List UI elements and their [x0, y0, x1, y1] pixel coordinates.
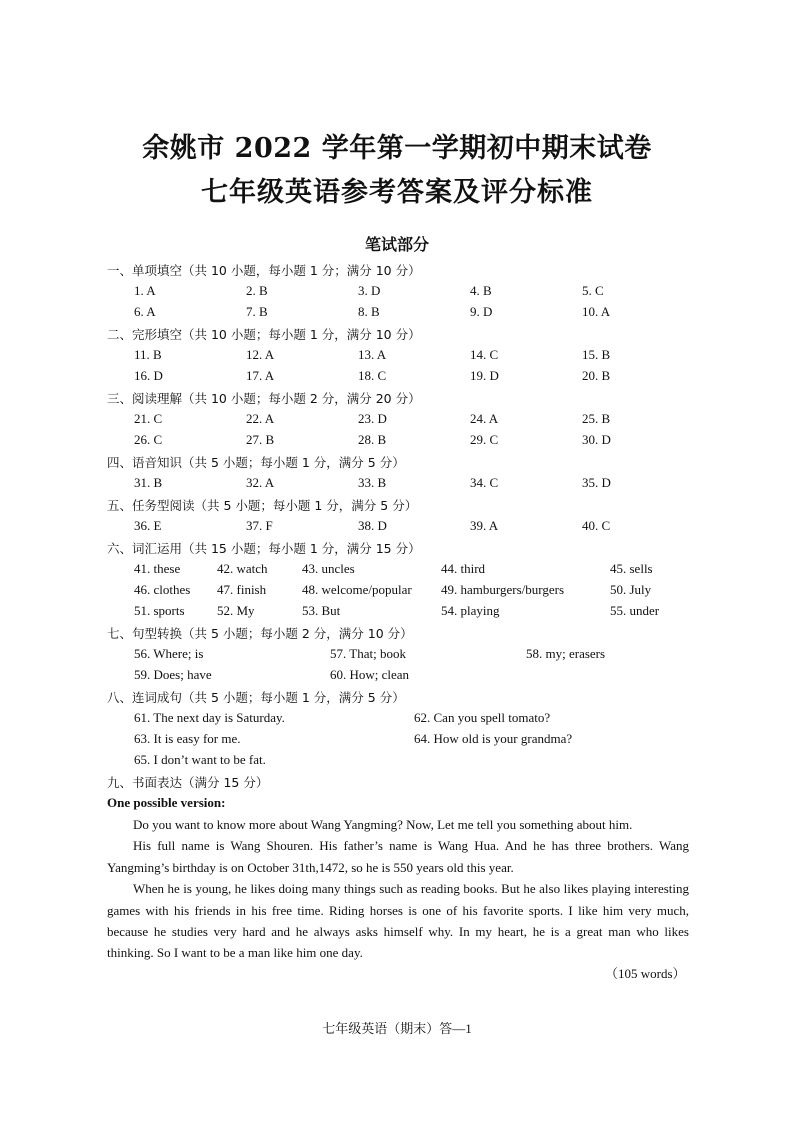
answer-item: 25. B	[582, 411, 611, 426]
answer-row	[0, 304, 794, 324]
essay-paragraph-1: Do you want to know more about Wang Yangming? Now, Let me tell you something about him.	[133, 817, 633, 832]
answer-item: 53. But	[302, 603, 341, 618]
answer-item: 56. Where; is	[134, 646, 204, 661]
answer-item: 65. I don’t want to be fat.	[134, 752, 266, 767]
answer-item: 7. B	[246, 304, 268, 319]
answer-item: 36. E	[134, 518, 162, 533]
section-heading-8: 八、连词成句（共 5 小题；每小题 1 分，满分 5 分）	[107, 690, 405, 705]
answer-item: 5. C	[582, 283, 604, 298]
answer-row	[0, 603, 794, 623]
answer-row	[0, 561, 794, 581]
answer-item: 41. these	[134, 561, 181, 576]
answer-item: 19. D	[470, 368, 499, 383]
answer-item: 20. B	[582, 368, 611, 383]
answer-row	[0, 582, 794, 602]
answer-item: 52. My	[217, 603, 255, 618]
answer-item: 17. A	[246, 368, 275, 383]
answer-item: 40. C	[582, 518, 611, 533]
section-heading-4: 四、语音知识（共 5 小题；每小题 1 分，满分 5 分）	[107, 455, 405, 470]
section-heading-3: 三、阅读理解（共 10 小题；每小题 2 分，满分 20 分）	[107, 391, 421, 406]
answer-item: 61. The next day is Saturday.	[134, 710, 285, 725]
answer-item: 38. D	[358, 518, 387, 533]
answer-row	[0, 752, 794, 772]
section-heading-9: 九、书面表达（满分 15 分）	[107, 775, 269, 790]
answer-item: 54. playing	[441, 603, 500, 618]
subtitle: 笔试部分	[364, 235, 429, 254]
answer-item: 24. A	[470, 411, 499, 426]
answer-item: 64. How old is your grandma?	[414, 731, 573, 746]
answer-item: 21. C	[134, 411, 163, 426]
answer-row	[0, 646, 794, 666]
title-line-2: 七年级英语参考答案及评分标准	[201, 177, 593, 208]
answer-row	[0, 667, 794, 687]
answer-item: 16. D	[134, 368, 163, 383]
answer-item: 3. D	[358, 283, 381, 298]
answer-item: 2. B	[246, 283, 268, 298]
answer-item: 62. Can you spell tomato?	[414, 710, 551, 725]
section-heading-6: 六、词汇运用（共 15 小题；每小题 1 分，满分 15 分）	[107, 541, 421, 556]
essay-label: One possible version:	[107, 795, 226, 810]
answer-item: 18. C	[358, 368, 387, 383]
answer-item: 37. F	[246, 518, 273, 533]
answer-item: 10. A	[582, 304, 611, 319]
answer-item: 33. B	[358, 475, 387, 490]
section-heading-1: 一、单项填空（共 10 小题，每小题 1 分；满分 10 分）	[107, 263, 421, 278]
answer-item: 23. D	[358, 411, 387, 426]
answer-item: 12. A	[246, 347, 275, 362]
answer-item: 45. sells	[610, 561, 653, 576]
answer-item: 34. C	[470, 475, 499, 490]
answer-row	[0, 518, 794, 538]
answer-item: 58. my; erasers	[526, 646, 606, 661]
answer-item: 31. B	[134, 475, 163, 490]
answer-row	[0, 368, 794, 388]
section-heading-2: 二、完形填空（共 10 小题；每小题 1 分，满分 10 分）	[107, 327, 421, 342]
page-footer: 七年级英语（期末）答—1	[322, 1021, 472, 1036]
answer-item: 55. under	[610, 603, 660, 618]
answer-row	[0, 731, 794, 751]
answer-item: 32. A	[246, 475, 275, 490]
answer-item: 57. That; book	[330, 646, 406, 661]
answer-item: 15. B	[582, 347, 611, 362]
title-line-1: 余姚市 2022 学年第一学期初中期末试卷	[142, 133, 652, 164]
answer-item: 60. How; clean	[330, 667, 410, 682]
answer-item: 42. watch	[217, 561, 268, 576]
answer-item: 50. July	[610, 582, 652, 597]
answer-item: 14. C	[470, 347, 499, 362]
answer-row	[0, 283, 794, 303]
answer-item: 63. It is easy for me.	[134, 731, 241, 746]
section-heading-7: 七、句型转换（共 5 小题；每小题 2 分，满分 10 分）	[107, 626, 413, 641]
essay-paragraph-3: When he is young, he likes doing many things such as reading books. But he also likes playing interesting games with his friends in his free time. Riding horses is one of his favorite sports. I like him very much, because he studies very hard and he always asks himself why. In my heart, he is a great man who likes thinking. So I want to be a man like him one day.	[107, 881, 689, 961]
answer-item: 4. B	[470, 283, 492, 298]
answer-item: 28. B	[358, 432, 387, 447]
answer-item: 8. B	[358, 304, 380, 319]
answer-item: 22. A	[246, 411, 275, 426]
word-count: （105 words）	[605, 966, 686, 981]
answer-row	[0, 347, 794, 367]
answer-item: 26. C	[134, 432, 163, 447]
answer-item: 59. Does; have	[134, 667, 212, 682]
answer-item: 35. D	[582, 475, 611, 490]
answer-item: 46. clothes	[134, 582, 191, 597]
answer-item: 43. uncles	[302, 561, 355, 576]
answer-row	[0, 432, 794, 452]
essay-paragraph-2: His full name is Wang Shouren. His father’s name is Wang Hua. And he has three brothers. Wang Yangming’s birthday is on October 31th,1472, so he is 550 years old this year.	[107, 838, 689, 875]
answer-row	[0, 710, 794, 730]
answer-item: 27. B	[246, 432, 275, 447]
answer-item: 49. hamburgers/burgers	[441, 582, 564, 597]
essay-label-row	[0, 795, 794, 815]
answer-row	[0, 411, 794, 431]
answer-item: 51. sports	[134, 603, 185, 618]
answer-item: 47. finish	[217, 582, 267, 597]
section-heading-5: 五、任务型阅读（共 5 小题；每小题 1 分，满分 5 分）	[107, 498, 418, 513]
answer-item: 30. D	[582, 432, 611, 447]
answer-item: 29. C	[470, 432, 499, 447]
answer-item: 48. welcome/popular	[302, 582, 412, 597]
answer-item: 13. A	[358, 347, 387, 362]
answer-item: 44. third	[441, 561, 486, 576]
answer-item: 6. A	[134, 304, 156, 319]
answer-item: 11. B	[134, 347, 162, 362]
answer-row	[0, 475, 794, 495]
answer-item: 1. A	[134, 283, 156, 298]
answer-item: 39. A	[470, 518, 499, 533]
answer-item: 9. D	[470, 304, 493, 319]
